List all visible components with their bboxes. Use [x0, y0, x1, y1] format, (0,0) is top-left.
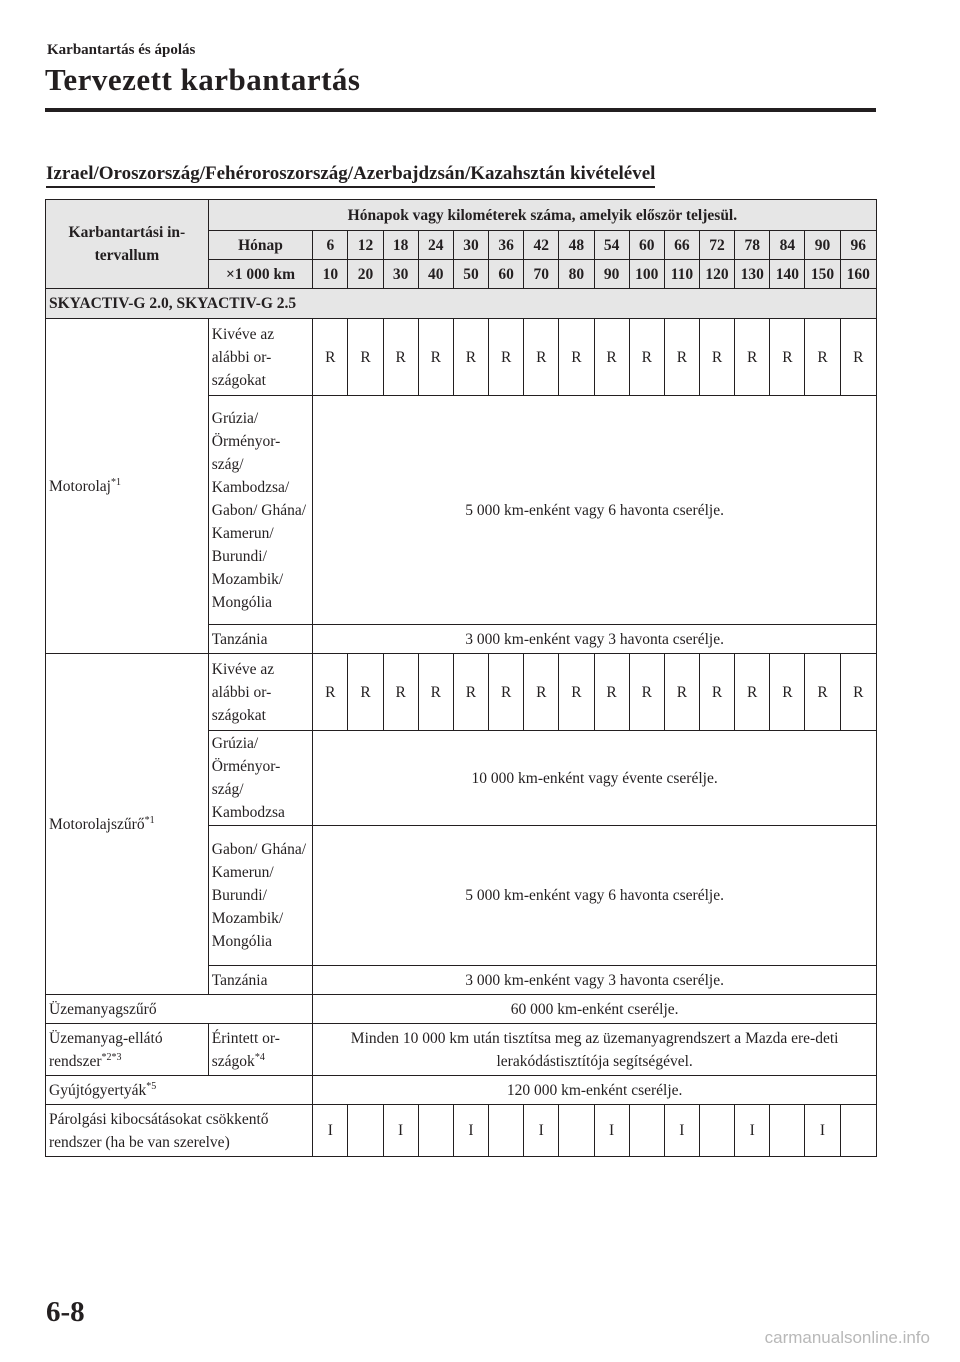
- mark-cell: R: [735, 319, 770, 396]
- page-number: 6-8: [46, 1296, 85, 1328]
- region-label: Érintett or-szágok: [211, 1029, 280, 1070]
- table-row: [46, 1076, 877, 1105]
- km-cell: 70: [524, 260, 559, 289]
- mark-cell: R: [735, 654, 770, 731]
- item-spark-plugs: [46, 1076, 313, 1105]
- mark-cell: I: [664, 1105, 699, 1157]
- mark-cell: I: [453, 1105, 488, 1157]
- mark-cell: R: [805, 654, 840, 731]
- mark-cell: R: [594, 319, 629, 396]
- month-cell: 60: [629, 231, 664, 260]
- month-cell: 42: [524, 231, 559, 260]
- item-fuel-filter: Üzemanyagszűrő: [46, 995, 313, 1024]
- mark-cell: R: [313, 654, 348, 731]
- footnote-ref: *5: [146, 1080, 157, 1092]
- interval-text: Minden 10 000 km után tisztítsa meg az üzemanyagrendszert a Mazda ere-deti lerakódástisztítója segítségével.: [313, 1024, 877, 1076]
- km-cell: 100: [629, 260, 664, 289]
- month-cell: 96: [840, 231, 876, 260]
- month-cell: 90: [805, 231, 840, 260]
- km-cell: 60: [489, 260, 524, 289]
- mark-cell: R: [313, 319, 348, 396]
- month-cell: 18: [383, 231, 418, 260]
- mark-cell: [418, 1105, 453, 1157]
- interval-caption: Hónapok vagy kilométerek száma, amelyik először teljesül.: [208, 200, 876, 231]
- interval-text: 60 000 km-enként cserélje.: [313, 995, 877, 1024]
- item-label: Motorolajszűrő: [49, 815, 145, 833]
- km-label: ×1 000 km: [208, 260, 312, 289]
- month-cell: 54: [594, 231, 629, 260]
- mark-cell: R: [348, 319, 383, 396]
- mark-cell: [489, 1105, 524, 1157]
- region-cell: Tanzánia: [208, 625, 312, 654]
- region-cell: Grúzia/ Örményor-szág/ Kambodzsa: [208, 731, 312, 826]
- km-cell: 40: [418, 260, 453, 289]
- table-row: [46, 654, 877, 731]
- mark-cell: R: [489, 654, 524, 731]
- mark-cell: R: [699, 319, 734, 396]
- mark-cell: R: [524, 319, 559, 396]
- mark-cell: R: [664, 319, 699, 396]
- mark-cell: R: [418, 654, 453, 731]
- interval-text: 5 000 km-enként vagy 6 havonta cserélje.: [313, 826, 877, 966]
- month-cell: 12: [348, 231, 383, 260]
- footnote-ref: *1: [144, 814, 155, 826]
- title-divider: [45, 108, 876, 112]
- interval-text: 3 000 km-enként vagy 3 havonta cserélje.: [313, 966, 877, 995]
- section-heading: Izrael/Oroszország/Fehéroroszország/Azerbajdzsán/Kazahsztán kivételével: [46, 163, 655, 188]
- mark-cell: R: [840, 654, 876, 731]
- mark-cell: I: [735, 1105, 770, 1157]
- mark-cell: R: [418, 319, 453, 396]
- page-title: Tervezett karbantartás: [45, 62, 361, 97]
- mark-cell: [699, 1105, 734, 1157]
- engine-row-label: SKYACTIV-G 2.0, SKYACTIV-G 2.5: [46, 289, 877, 319]
- interval-corner-header: Karbantartási in-tervallum: [46, 200, 209, 289]
- region-cell: [208, 1024, 312, 1076]
- mark-cell: I: [313, 1105, 348, 1157]
- table-row: [46, 995, 877, 1024]
- km-cell: 50: [453, 260, 488, 289]
- mark-cell: [770, 1105, 805, 1157]
- footnote-ref: *1: [111, 476, 121, 488]
- months-label: Hónap: [208, 231, 312, 260]
- mark-cell: R: [770, 654, 805, 731]
- chapter-label: Karbantartás és ápolás: [47, 42, 196, 58]
- mark-cell: I: [524, 1105, 559, 1157]
- km-cell: 120: [699, 260, 734, 289]
- mark-cell: R: [840, 319, 876, 396]
- site-watermark: carmanualsonline.info: [764, 1328, 930, 1347]
- month-cell: 66: [664, 231, 699, 260]
- table-row: [46, 1024, 877, 1076]
- item-engine-oil: [46, 319, 209, 654]
- month-cell: 6: [313, 231, 348, 260]
- mark-cell: R: [524, 654, 559, 731]
- mark-cell: R: [805, 319, 840, 396]
- mark-cell: R: [559, 654, 594, 731]
- interval-text: 120 000 km-enként cserélje.: [313, 1076, 877, 1105]
- mark-cell: I: [805, 1105, 840, 1157]
- mark-cell: R: [629, 319, 664, 396]
- item-oil-filter: [46, 654, 209, 995]
- mark-cell: R: [383, 319, 418, 396]
- item-label: Motorolaj: [49, 477, 111, 495]
- month-cell: 78: [735, 231, 770, 260]
- mark-cell: R: [559, 319, 594, 396]
- mark-cell: R: [629, 654, 664, 731]
- item-label: Gyújtógyertyák: [49, 1081, 147, 1099]
- interval-text: 5 000 km-enként vagy 6 havonta cserélje.: [313, 396, 877, 625]
- footnote-ref: *4: [254, 1051, 265, 1063]
- region-cell: Tanzánia: [208, 966, 312, 995]
- mark-cell: R: [348, 654, 383, 731]
- km-cell: 110: [664, 260, 699, 289]
- km-cell: 160: [840, 260, 876, 289]
- km-cell: 150: [805, 260, 840, 289]
- table-row: [46, 319, 877, 396]
- km-cell: 30: [383, 260, 418, 289]
- footnote-ref: *2*3: [101, 1051, 122, 1063]
- mark-cell: R: [453, 319, 488, 396]
- maintenance-schedule-table: [45, 199, 877, 1157]
- km-cell: 140: [770, 260, 805, 289]
- month-cell: 36: [489, 231, 524, 260]
- region-cell: Kivéve az alábbi or-szágokat: [208, 654, 312, 731]
- month-cell: 24: [418, 231, 453, 260]
- interval-text: 3 000 km-enként vagy 3 havonta cserélje.: [313, 625, 877, 654]
- item-fuel-system: [46, 1024, 209, 1076]
- mark-cell: R: [770, 319, 805, 396]
- interval-text: 10 000 km-enként vagy évente cserélje.: [313, 731, 877, 826]
- month-cell: 84: [770, 231, 805, 260]
- month-cell: 30: [453, 231, 488, 260]
- mark-cell: [629, 1105, 664, 1157]
- region-cell: Kivéve az alábbi or-szágokat: [208, 319, 312, 396]
- mark-cell: I: [383, 1105, 418, 1157]
- mark-cell: R: [383, 654, 418, 731]
- km-cell: 130: [735, 260, 770, 289]
- item-label: Üzemanyag-ellátó rendszer: [49, 1029, 163, 1070]
- month-cell: 48: [559, 231, 594, 260]
- mark-cell: R: [699, 654, 734, 731]
- km-cell: 80: [559, 260, 594, 289]
- mark-cell: R: [453, 654, 488, 731]
- table-row: [46, 1105, 877, 1157]
- region-cell: Gabon/ Ghána/ Kamerun/ Burundi/ Mozambik/ Mongólia: [208, 826, 312, 966]
- mark-cell: I: [594, 1105, 629, 1157]
- km-cell: 90: [594, 260, 629, 289]
- region-cell: Grúzia/ Örményor-szág/ Kambodzsa/ Gabon/ Ghána/ Kamerun/ Burundi/ Mozambik/ Mongólia: [208, 396, 312, 625]
- mark-cell: R: [594, 654, 629, 731]
- mark-cell: R: [664, 654, 699, 731]
- mark-cell: [559, 1105, 594, 1157]
- mark-cell: [840, 1105, 876, 1157]
- km-cell: 20: [348, 260, 383, 289]
- month-cell: 72: [699, 231, 734, 260]
- mark-cell: [348, 1105, 383, 1157]
- mark-cell: R: [489, 319, 524, 396]
- km-cell: 10: [313, 260, 348, 289]
- item-evap-system: Párolgási kibocsátásokat csökkentő rendszer (ha be van szerelve): [46, 1105, 313, 1157]
